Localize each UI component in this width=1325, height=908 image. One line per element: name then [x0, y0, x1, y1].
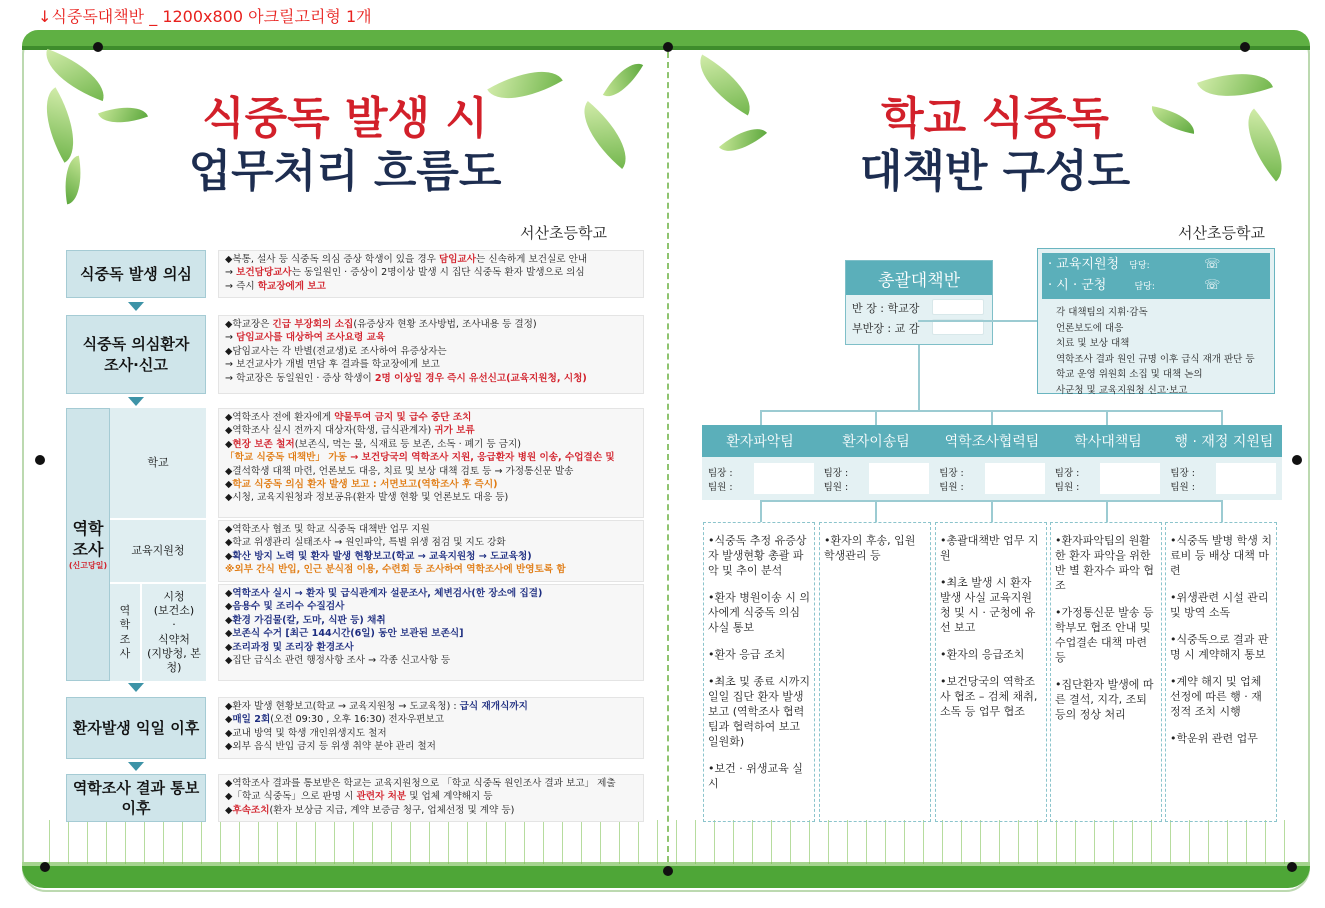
support-item: 사군청 및 교육지원청 신고·보고 [1056, 384, 1188, 396]
down-arrow [128, 302, 144, 311]
right-title-line1: 학교 식중독 [881, 93, 1109, 144]
connector [1221, 410, 1223, 425]
education-office-detail [218, 520, 644, 582]
support-items [1038, 303, 1274, 400]
down-arrow [128, 683, 144, 692]
connector [760, 500, 762, 522]
step-after-result: 역학조사 결과 통보 이후 [66, 774, 206, 822]
duty-item: •계약 해지 및 업체 선정에 따른 행 · 재정적 조치 시행 [1170, 675, 1262, 718]
detail-line: ◆매일 2회(오전 09:30 , 오후 16:30) 전자우편보고 [225, 714, 444, 726]
team-members [708, 461, 814, 496]
chief-team-title: 총괄대책반 [846, 261, 992, 295]
support-item: 학교 운영 위원회 소집 및 대책 논의 [1056, 369, 1203, 380]
team-name: 환자이송팀 [842, 434, 910, 450]
team-duties-column [935, 522, 1047, 822]
detail-line: ◆학교장은 긴급 부장회의 소집(유증상자 현황 조사방법, 조사내용 등 결정) [225, 319, 537, 330]
name-field [754, 463, 814, 494]
connector [1221, 500, 1223, 522]
detail-line: → 학교장은 동일원인 · 증상 학생이 2명 이상일 경우 즉시 유선신고(교육지원청, 시청) [225, 372, 587, 384]
name-field [1216, 463, 1276, 494]
step-next-day-detail [218, 697, 644, 759]
duty-item: •보건당국의 역학조사 협조 – 검체 채취, 소독 등 업무 협조 [940, 675, 1038, 718]
team-lead-label: 팀장 : [823, 467, 849, 479]
detail-line: ◆학교 식중독 의심 환자 발생 보고 : 서면보고(역학조사 후 즉시) [225, 479, 498, 491]
team-lead-label: 팀장 : [939, 467, 964, 479]
detail-line: ◆학교 위생관리 실태조사 → 원인파악, 특별 위생 점검 및 지도 강화 [225, 537, 506, 549]
detail-line: ◆조리과정 및 조리장 환경조사 [225, 641, 354, 653]
team-members [1055, 461, 1161, 496]
support-item: 치료 및 보상 대책 [1056, 338, 1130, 349]
detail-line: ◆교내 방역 및 학생 개인위생지도 철저 [225, 727, 387, 739]
support-item: 언론보도에 대응 [1056, 322, 1124, 334]
detail-line: ◆집단 급식소 관련 행정사항 조사 → 각종 신고사항 등 [225, 655, 451, 667]
detail-line: ◆현장 보존 철저(보존식, 먹는 물, 식재료 등 보존, 소독 · 폐기 등 금지) [225, 438, 521, 450]
grass-decoration [40, 820, 1290, 864]
team-duties-column [819, 522, 931, 822]
duty-item: •환자 응급 조치 [708, 648, 786, 661]
detail-line: ◆「학교 식중독」으로 판명 시 관련자 처분 및 업체 계약해지 등 [225, 791, 493, 803]
chief-team-box [845, 260, 993, 345]
detail-line: ◆역학조사 실시 → 환자 및 급식관계자 설문조사, 체변검사(한 장소에 집결) [225, 588, 543, 599]
team-name: 환자파악팀 [726, 434, 794, 450]
connector [991, 500, 993, 522]
support-row-education: · 교육지원청 담당: ☏ [1048, 255, 1264, 276]
team-members [939, 461, 1045, 496]
sub-education-office: 교육지원청 [110, 520, 206, 582]
detail-line: ◆환자 발생 현황보고(학교 → 교육지원청 → 도교육청) : 급식 재개식까지 [225, 701, 528, 712]
duty-item: •식중독 추정 유증상자 발생현황 총괄 파악 및 추이 분석 [708, 534, 807, 577]
team-lead-label: 팀장 : [708, 467, 733, 479]
down-arrow [128, 762, 144, 771]
hole-dot [663, 42, 673, 52]
detail-line: ◆보존식 수거 [최근 144시간(6일) 동안 보관된 보존식] [225, 628, 464, 640]
detail-line: → 담임교사를 대상하여 조사요령 교육 [225, 332, 386, 344]
duty-item: •집단환자 발생에 따른 결석, 지각, 조퇴 등의 정상 처리 [1055, 678, 1154, 721]
duty-item: •가정통신문 발송 등 학부모 협조 안내 및 수업결손 대책 마련 등 [1055, 606, 1154, 664]
detail-line: ◆복통, 설사 등 식중독 의심 증상 학생이 있을 경우 담임교사는 신속하게 보건실로 안내 [225, 254, 588, 265]
detail-line: → 보건교사가 개별 면담 후 결과를 학교장에게 보고 [225, 359, 440, 371]
duty-item: •총괄대책반 업무 지원 [940, 534, 1039, 562]
step-next-day: 환자발생 익일 이후 [66, 697, 206, 759]
left-title-line1: 식중독 발생 시 [202, 93, 488, 144]
hole-dot [1240, 42, 1250, 52]
detail-line: ◆음용수 및 조리수 수질검사 [225, 601, 345, 613]
support-item: 각 대책팀의 지휘·감독 [1056, 307, 1148, 318]
team-member-label: 팀원 : [823, 481, 849, 493]
file-header: ↓식중독대책반 _ 1200x800 아크릴고리형 1개 [38, 7, 372, 26]
connector [875, 500, 877, 522]
down-arrow [128, 397, 144, 406]
duty-item: •학운위 관련 업무 [1170, 732, 1258, 745]
team-member-label: 팀원 : [939, 481, 964, 493]
detail-line: ◆담임교사는 각 반별(전교생)로 조사하여 유증상자는 [225, 345, 447, 357]
step-report: 식중독 의심환자 조사·신고 [66, 315, 206, 394]
connector [1106, 500, 1108, 522]
duty-item: •환자 병원이송 시 의사에게 식중독 의심 사실 통보 [708, 591, 810, 634]
duty-item: •식중독으로 결과 판명 시 계약해지 통보 [1170, 633, 1269, 661]
team-duties-column [703, 522, 815, 822]
team-member-label: 팀원 : [1054, 481, 1080, 493]
duty-item: •환자의 후송, 입원 학생관리 등 [824, 534, 916, 562]
left-title-line2: 업무처리 흐름도 [188, 146, 502, 197]
hole-dot [1292, 455, 1302, 465]
connector [760, 410, 762, 425]
detail-line: → 즉시 학교장에게 보고 [225, 280, 326, 292]
chief-deputy: 부반장 : 교 감 [852, 322, 920, 335]
detail-line: ◆역학조사 실시 전까지 대상자(학생, 급식관계자) 귀가 보류 [225, 425, 475, 437]
school-detail [218, 408, 644, 518]
hole-dot [35, 455, 45, 465]
center-divider [667, 52, 669, 862]
phone-icon: ☏ [1204, 278, 1221, 293]
connector [875, 410, 877, 425]
detail-line: ◆확산 방지 노력 및 환자 발생 현황보고(학교 → 교육지원청 → 도교육청) [225, 550, 532, 562]
step-after-result-detail [218, 774, 644, 822]
duty-item: •최초 및 종료 시까지 일일 집단 환자 발생 보고 (역학조사 협력팀과 협력하여 보고 일원화) [708, 675, 810, 748]
support-item: 역학조사 결과 원인 규명 이후 급식 재개 판단 등 [1056, 353, 1255, 365]
team-lead-label: 팀장 : [1054, 467, 1080, 479]
detail-line: ◆환경 가검물(칼, 도마, 식판 등) 채취 [225, 614, 386, 626]
support-row-city: · 시 · 군청 담당: ☏ [1048, 276, 1264, 297]
detail-line: 「학교 식중독 대책반」 가동 → 보건당국의 역학조사 지원, 응급환자 병원 이송, 수업결손 및 [225, 452, 615, 464]
team-member-label: 팀원 : [1170, 481, 1195, 493]
duty-item: •최초 발생 시 환자 발생 사실 교육지원청 및 시 · 군청에 유선 보고 [940, 576, 1036, 634]
team-name: 역학조사협력팀 [944, 434, 1040, 450]
detail-line: ◆결석학생 대책 마련, 언론보도 대응, 치료 및 보상 대책 검토 등 → 가정통신문 발송 [225, 465, 574, 477]
right-title-line2: 대책반 구성도 [859, 146, 1131, 197]
sub-epidemiology-vertical: 역 학 조 사 [110, 584, 140, 681]
hole-dot [93, 42, 103, 52]
left-school-name: 서산초등학교 [520, 224, 607, 242]
team-members-row [702, 457, 1282, 500]
duty-item: •보건 · 위생교육 실시 [708, 762, 803, 790]
duty-item: •위생관련 시설 관리 및 방역 소독 [1170, 591, 1269, 619]
sub-school: 학교 [110, 408, 206, 518]
name-field [932, 299, 984, 315]
detail-line: → 보건담당교사는 동일원인 · 증상이 2명이상 발생 시 집단 식중독 환자 발생으로 의심 [225, 267, 585, 279]
connector [918, 345, 920, 411]
step-suspicion-detail [218, 250, 644, 298]
detail-line: ◆역학조사 결과를 통보받은 학교는 교육지원청으로 「학교 식중독 원인조사 결과 보고」 제출 [225, 778, 616, 789]
connector [1106, 410, 1108, 425]
phone-icon: ☏ [1204, 257, 1221, 272]
team-header-row [702, 425, 1282, 457]
detail-line: ◆역학조사 협조 및 학교 식중독 대책반 업무 지원 [225, 524, 430, 535]
name-field [869, 463, 929, 494]
team-lead-label: 팀장 : [1170, 467, 1195, 479]
team-name: 학사대책팀 [1074, 434, 1142, 450]
team-members [1170, 461, 1276, 496]
step-suspicion: 식중독 발생 의심 [66, 250, 206, 298]
support-box [1037, 248, 1275, 394]
team-duties-column [1050, 522, 1162, 822]
right-school-name: 서산초등학교 [1178, 224, 1265, 242]
detail-line: ◆외부 음식 반입 금지 등 위생 취약 분야 관리 철저 [225, 741, 436, 753]
duty-item: •환자파악팀의 원활한 환자 파악을 위한 반 별 환자수 파악 협조 [1055, 534, 1154, 592]
duty-item: •식중독 발병 학생 치료비 등 배상 대책 마련 [1170, 534, 1272, 577]
name-field [1100, 463, 1160, 494]
team-name: 행 · 재정 지원팀 [1174, 434, 1274, 450]
sub-city-food: 시청 (보건소) · 식약처 (지방청, 본청) [142, 584, 206, 681]
team-member-label: 팀원 : [708, 481, 733, 493]
team-duties-column [1165, 522, 1277, 822]
chief-head: 반 장 : 학교장 [852, 302, 920, 315]
name-field [985, 463, 1045, 494]
step-report-detail [218, 315, 644, 394]
duty-item: •환자의 응급조치 [940, 648, 1025, 661]
detail-line: ※외부 간식 반입, 인근 분식점 이용, 수련회 등 조사하여 역학조사에 반영토록 함 [225, 564, 566, 576]
detail-line: ◆역학조사 전에 환자에게 약물투여 금지 및 급수 중단 조치 [225, 412, 472, 423]
detail-line: ◆시청, 교육지원청과 정보공유(환자 발생 현황 및 언론보도 대응 등) [225, 492, 509, 504]
step-epidemiology: 역학 조사 (신고당일) [66, 408, 110, 681]
city-food-detail [218, 584, 644, 681]
connector [991, 410, 993, 425]
team-members [824, 461, 930, 496]
hole-dot [663, 866, 673, 876]
connector [918, 320, 1037, 322]
detail-line: ◆후속조치(환자 보상금 지급, 계약 보증금 청구, 업체선정 및 계약 등) [225, 804, 515, 816]
